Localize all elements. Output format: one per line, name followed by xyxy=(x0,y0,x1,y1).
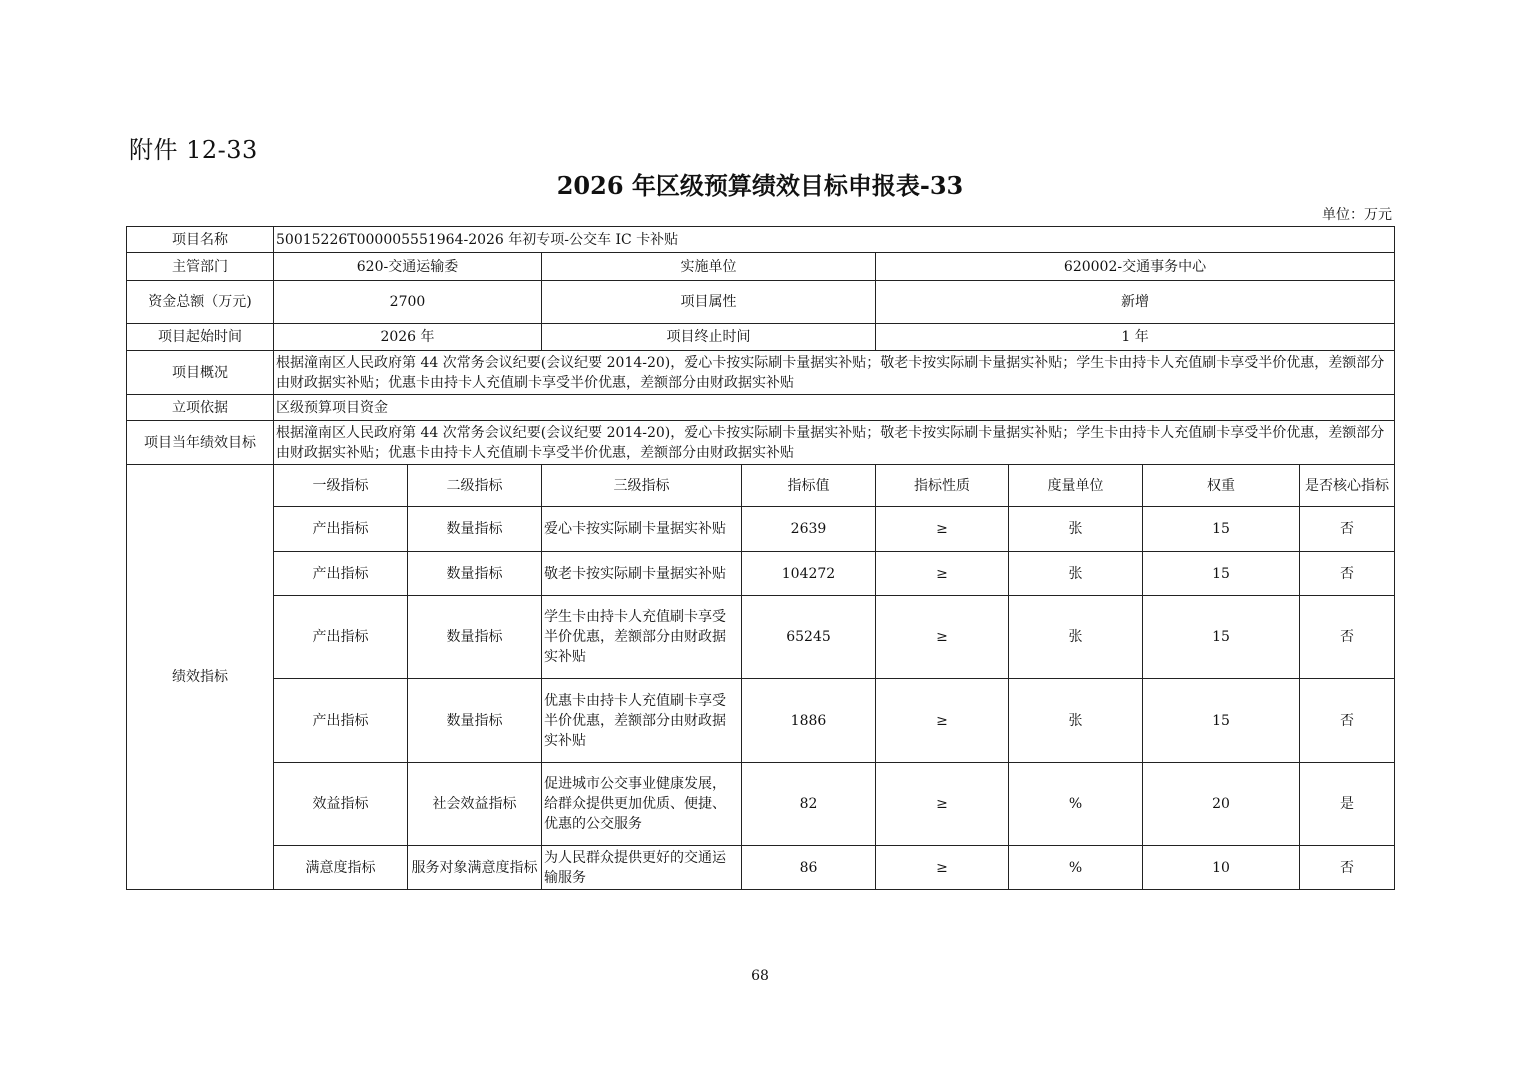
unit-cell: 张 xyxy=(1009,679,1143,763)
overview-value: 根据潼南区人民政府第 44 次常务会议纪要(会议纪要 2014-20)，爱心卡按实际刷卡量据实补贴；敬老卡按实际刷卡量据实补贴；学生卡由持卡人充值刷卡享受半价优惠，差额部分由财政据实补贴；优惠卡由持卡人充值刷卡享受半价优惠，差额部分由财政据实补贴 xyxy=(274,351,1395,395)
level1-cell: 产出指标 xyxy=(274,679,408,763)
indicator-header: 权重 xyxy=(1143,465,1300,507)
dept-value: 620-交通运输委 xyxy=(274,253,542,281)
indicator-header: 三级指标 xyxy=(542,465,742,507)
indicator-header: 一级指标 xyxy=(274,465,408,507)
indicator-row xyxy=(127,596,1395,679)
level3-cell: 为人民群众提供更好的交通运输服务 xyxy=(542,846,742,890)
level2-cell: 服务对象满意度指标 xyxy=(408,846,542,890)
basis-value: 区级预算项目资金 xyxy=(274,395,1395,421)
value-cell: 2639 xyxy=(742,507,876,552)
nature-cell: ≥ xyxy=(876,679,1009,763)
level2-cell: 数量指标 xyxy=(408,679,542,763)
level2-cell: 数量指标 xyxy=(408,507,542,552)
level1-cell: 产出指标 xyxy=(274,596,408,679)
nature-cell: ≥ xyxy=(876,507,1009,552)
project-attr-value: 新增 xyxy=(876,281,1395,324)
indicator-header: 度量单位 xyxy=(1009,465,1143,507)
level3-cell: 爱心卡按实际刷卡量据实补贴 xyxy=(542,507,742,552)
annual-goal-label: 项目当年绩效目标 xyxy=(127,421,274,465)
impl-unit-label: 实施单位 xyxy=(542,253,876,281)
core-cell: 否 xyxy=(1300,846,1395,890)
level1-cell: 产出指标 xyxy=(274,552,408,596)
indicator-header: 指标值 xyxy=(742,465,876,507)
weight-cell: 15 xyxy=(1143,507,1300,552)
start-time-value: 2026 年 xyxy=(274,324,542,351)
value-cell: 1886 xyxy=(742,679,876,763)
project-name-label: 项目名称 xyxy=(127,227,274,253)
project-attr-label: 项目属性 xyxy=(542,281,876,324)
basis-label: 立项依据 xyxy=(127,395,274,421)
level3-cell: 促进城市公交事业健康发展，给群众提供更加优质、便捷、优惠的公交服务 xyxy=(542,763,742,846)
indicator-row xyxy=(127,552,1395,596)
weight-cell: 10 xyxy=(1143,846,1300,890)
weight-cell: 15 xyxy=(1143,552,1300,596)
indicator-row xyxy=(127,679,1395,763)
value-cell: 65245 xyxy=(742,596,876,679)
indicator-header: 指标性质 xyxy=(876,465,1009,507)
unit-cell: 张 xyxy=(1009,507,1143,552)
level2-cell: 数量指标 xyxy=(408,596,542,679)
nature-cell: ≥ xyxy=(876,763,1009,846)
indicator-row xyxy=(127,507,1395,552)
page-number: 68 xyxy=(751,968,769,984)
funds-label: 资金总额（万元) xyxy=(127,281,274,324)
start-time-label: 项目起始时间 xyxy=(127,324,274,351)
level1-cell: 产出指标 xyxy=(274,507,408,552)
indicators-section-label: 绩效指标 xyxy=(127,465,274,890)
level2-cell: 数量指标 xyxy=(408,552,542,596)
core-cell: 否 xyxy=(1300,596,1395,679)
unit-cell: 张 xyxy=(1009,596,1143,679)
annual-goal-value: 根据潼南区人民政府第 44 次常务会议纪要(会议纪要 2014-20)，爱心卡按实际刷卡量据实补贴；敬老卡按实际刷卡量据实补贴；学生卡由持卡人充值刷卡享受半价优惠，差额部分由财政据实补贴；优惠卡由持卡人充值刷卡享受半价优惠，差额部分由财政据实补贴 xyxy=(274,421,1395,465)
impl-unit-value: 620002-交通事务中心 xyxy=(876,253,1395,281)
funds-value: 2700 xyxy=(274,281,542,324)
overview-label: 项目概况 xyxy=(127,351,274,395)
weight-cell: 20 xyxy=(1143,763,1300,846)
level2-cell: 社会效益指标 xyxy=(408,763,542,846)
indicator-header: 是否核心指标 xyxy=(1300,465,1395,507)
weight-cell: 15 xyxy=(1143,679,1300,763)
end-time-value: 1 年 xyxy=(876,324,1395,351)
core-cell: 否 xyxy=(1300,552,1395,596)
level3-cell: 敬老卡按实际刷卡量据实补贴 xyxy=(542,552,742,596)
level1-cell: 效益指标 xyxy=(274,763,408,846)
core-cell: 否 xyxy=(1300,679,1395,763)
nature-cell: ≥ xyxy=(876,846,1009,890)
nature-cell: ≥ xyxy=(876,596,1009,679)
attachment-label: 附件 12-33 xyxy=(129,136,258,164)
indicator-row xyxy=(127,763,1395,846)
level3-cell: 学生卡由持卡人充值刷卡享受半价优惠，差额部分由财政据实补贴 xyxy=(542,596,742,679)
dept-label: 主管部门 xyxy=(127,253,274,281)
level1-cell: 满意度指标 xyxy=(274,846,408,890)
value-cell: 104272 xyxy=(742,552,876,596)
value-cell: 82 xyxy=(742,763,876,846)
performance-table xyxy=(126,226,1395,890)
value-cell: 86 xyxy=(742,846,876,890)
end-time-label: 项目终止时间 xyxy=(542,324,876,351)
project-name-value: 50015226T000005551964-2026 年初专项-公交车 IC 卡补贴 xyxy=(274,227,1395,253)
weight-cell: 15 xyxy=(1143,596,1300,679)
indicator-header: 二级指标 xyxy=(408,465,542,507)
core-cell: 否 xyxy=(1300,507,1395,552)
nature-cell: ≥ xyxy=(876,552,1009,596)
page-title: 2026 年区级预算绩效目标申报表-33 xyxy=(556,171,964,200)
core-cell: 是 xyxy=(1300,763,1395,846)
indicator-row xyxy=(127,846,1395,890)
unit-cell: % xyxy=(1009,846,1143,890)
unit-cell: % xyxy=(1009,763,1143,846)
level3-cell: 优惠卡由持卡人充值刷卡享受半价优惠，差额部分由财政据实补贴 xyxy=(542,679,742,763)
unit-label: 单位：万元 xyxy=(1322,207,1392,223)
unit-cell: 张 xyxy=(1009,552,1143,596)
